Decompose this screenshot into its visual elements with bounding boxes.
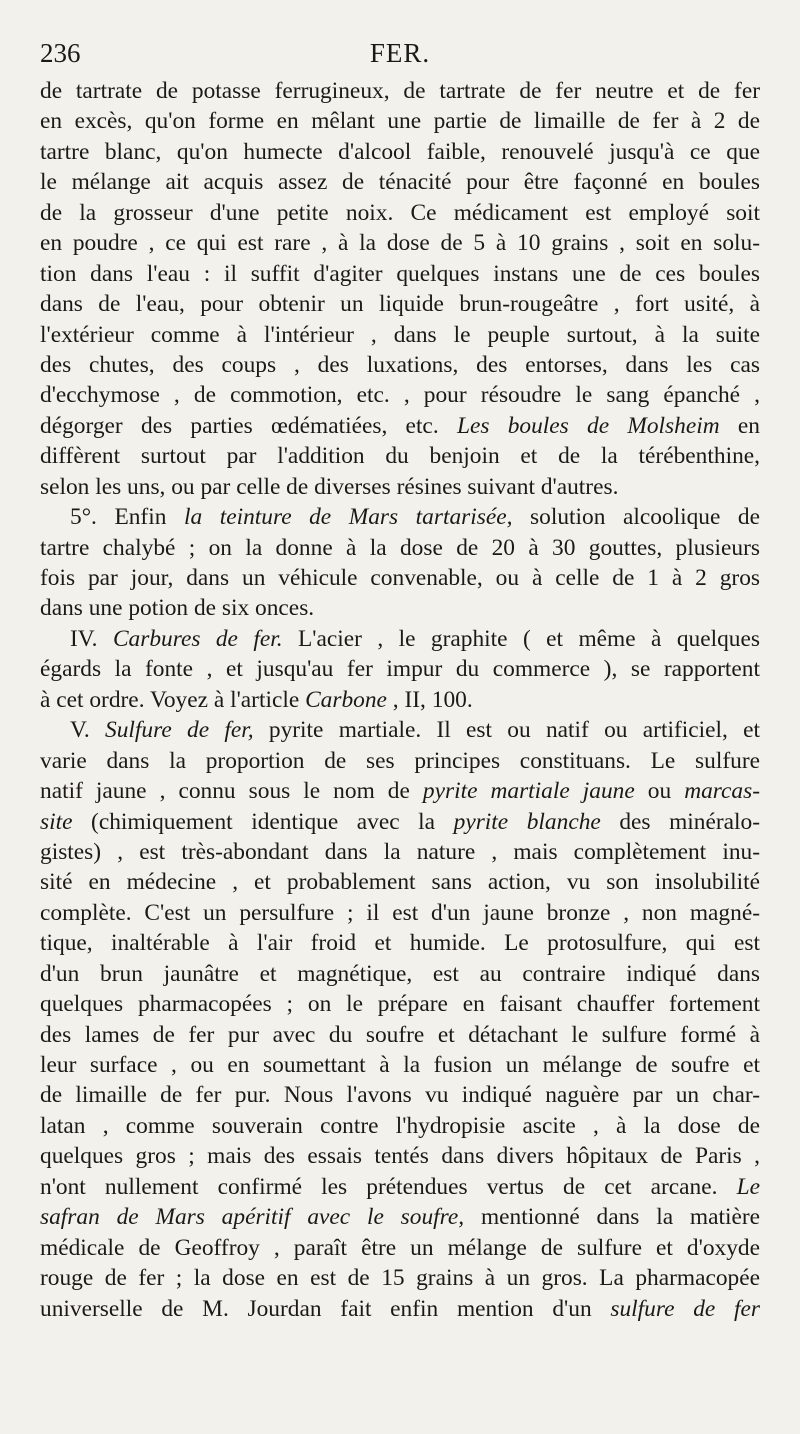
line-text: tartre blanc, qu'on humecte d'alcool faible, renouvelé jusqu'à ce que [40,138,760,165]
italic-text: Carbures de fer. [112,625,283,652]
line-text: l'extérieur comme à l'intérieur , dans le peuple surtout, à la suite [40,321,760,348]
line-text: tion dans l'eau : il suffit d'agiter quelques instans une de ces boules [40,260,760,287]
italic-text: Le [736,1173,760,1200]
text-line [40,1294,760,1324]
italic-text: Sulfure de fer, [105,717,254,744]
text-line [40,746,760,776]
text-line [40,1263,760,1293]
text-line [40,593,760,623]
line-text: quelques gros ; mais des essais tentés dans divers hôpitaux de Paris , [40,1143,760,1170]
body-text [40,76,760,1324]
line-text: sité en médecine , et probablement sans action, vu son insolubilité [40,869,760,896]
text-line [40,685,760,715]
line-text: à cet ordre. Voyez à l'article [40,686,306,713]
line-text: 5°. Enfin [70,504,184,531]
line-text: L'acier , le graphite ( et même à quelques [282,625,760,652]
line-text: médicale de Geoffroy , paraît être un mélange de sulfure et d'oxyde [40,1234,760,1261]
line-text: en excès, qu'on forme en mêlant une partie de limaille de fer à 2 de [40,108,760,135]
text-line [40,898,760,928]
italic-text: site [40,808,73,835]
text-line [40,441,760,471]
line-text: dégorger des parties œdématiées, etc. [40,412,457,439]
line-text: universelle de M. Jourdan fait enfin mention d'un [40,1295,611,1322]
text-line [40,1233,760,1263]
text-line [40,837,760,867]
text-line [40,472,760,502]
text-line [40,1172,760,1202]
text-line [40,807,760,837]
text-line [40,259,760,289]
line-text: des chutes, des coups , des luxations, des entorses, dans les cas [40,351,760,378]
line-text: V. [70,717,106,744]
line-text: de limaille de fer pur. Nous l'avons vu indiqué naguère par un char- [40,1082,760,1109]
text-line [40,563,760,593]
text-line [40,928,760,958]
text-line [40,411,760,441]
line-text: (chimiquement identique avec la [72,808,454,835]
line-text: leur surface , ou en soumettant à la fusion un mélange de soufre et [40,1052,760,1078]
line-text: IV. [70,625,113,652]
text-line [40,715,760,745]
text-line [40,654,760,684]
italic-text: Les boules de Molsheim [456,412,720,439]
text-line [40,1111,760,1141]
italic-text: Carbone [305,686,387,713]
italic-text: safran de Mars apéritif avec le soufre, [40,1204,465,1231]
line-text: , II, 100. [386,686,473,713]
line-text: tartre chalybé ; on la donne à la dose de 20 à 30 gouttes, plusieurs [40,534,760,561]
text-line [40,867,760,897]
line-text: dans une potion de six onces. [40,595,315,622]
italic-text: marcas- [684,778,761,805]
text-line [40,1050,760,1080]
line-text: le mélange ait acquis assez de ténacité pour être façonné en boules [40,169,760,196]
line-text: n'ont nullement confirmé les prétendues vertus de cet arcane. [40,1173,737,1200]
text-line [40,959,760,989]
line-text: de la grosseur d'une petite noix. Ce médicament est employé soit [40,199,760,226]
text-line [40,502,760,532]
line-text: rouge de fer ; la dose en est de 15 grains à un gros. La pharmacopée [40,1265,760,1292]
line-text: de tartrate de potasse ferrugineux, de tartrate de fer neutre et de fer [40,78,760,104]
line-text: en poudre , ce qui est rare , à la dose de 5 à 10 grains , soit en solu- [40,230,760,257]
page-header [40,38,760,74]
text-line [40,289,760,319]
text-line [40,350,760,380]
line-text: natif jaune , connu sous le nom de [40,778,423,805]
line-text: ou [634,778,685,805]
text-line [40,228,760,258]
line-text: dans de l'eau, pour obtenir un liquide brun-rougeâtre , fort usité, à [40,291,760,318]
text-line [40,320,760,350]
line-text: diffèrent surtout par l'addition du benjoin et de la térébenthine, [40,443,760,470]
text-line [40,198,760,228]
line-text: d'ecchymose , de commotion, etc. , pour résoudre le sang épanché , [40,382,760,409]
text-line [40,167,760,197]
text-line [40,1080,760,1110]
italic-text: pyrite blanche [453,808,601,835]
line-text: pyrite martiale. Il est ou natif ou artificiel, et [253,717,760,744]
line-text: solution alcoolique de [512,504,760,531]
line-text: égards la fonte , et jusqu'au fer impur du commerce ), se rapportent [40,656,760,683]
italic-text: pyrite martiale jaune [422,778,635,805]
page-number: 236 [40,38,81,68]
text-line [40,380,760,410]
text-line [40,1020,760,1050]
text-line [40,76,760,106]
italic-text: la teinture de Mars tartarisée, [183,504,513,531]
line-text: tique, inaltérable à l'air froid et humide. Le protosulfure, qui est [40,930,760,957]
text-line [40,624,760,654]
line-text: complète. C'est un persulfure ; il est d'un jaune bronze , non magné- [40,899,760,926]
text-line [40,1202,760,1232]
text-line [40,137,760,167]
line-text: varie dans la proportion de ses principes constituans. Le sulfure [40,747,760,774]
line-text: en [719,412,760,439]
text-line [40,106,760,136]
line-text: quelques pharmacopées ; on le prépare en faisant chauffer fortement [40,991,760,1018]
line-text: mentionné dans la matière [464,1204,761,1231]
line-text: fois par jour, dans un véhicule convenable, ou à celle de 1 à 2 gros [40,565,760,591]
line-text: selon les uns, ou par celle de diverses résines suivant d'autres. [40,473,619,500]
line-text: gistes) , est très-abondant dans la nature , mais complètement inu- [40,838,760,865]
text-line [40,776,760,806]
italic-text: sulfure de fer [610,1295,760,1322]
line-text: des minéralo- [600,808,760,835]
text-line [40,989,760,1019]
line-text: d'un brun jaunâtre et magnétique, est au contraire indiqué dans [40,960,760,987]
line-text: latan , comme souverain contre l'hydropisie ascite , à la dose de [40,1112,760,1139]
line-text: des lames de fer pur avec du soufre et détachant le sulfure formé à [40,1021,760,1048]
running-title: FER. [369,38,431,68]
text-line [40,1141,760,1171]
text-line [40,533,760,563]
